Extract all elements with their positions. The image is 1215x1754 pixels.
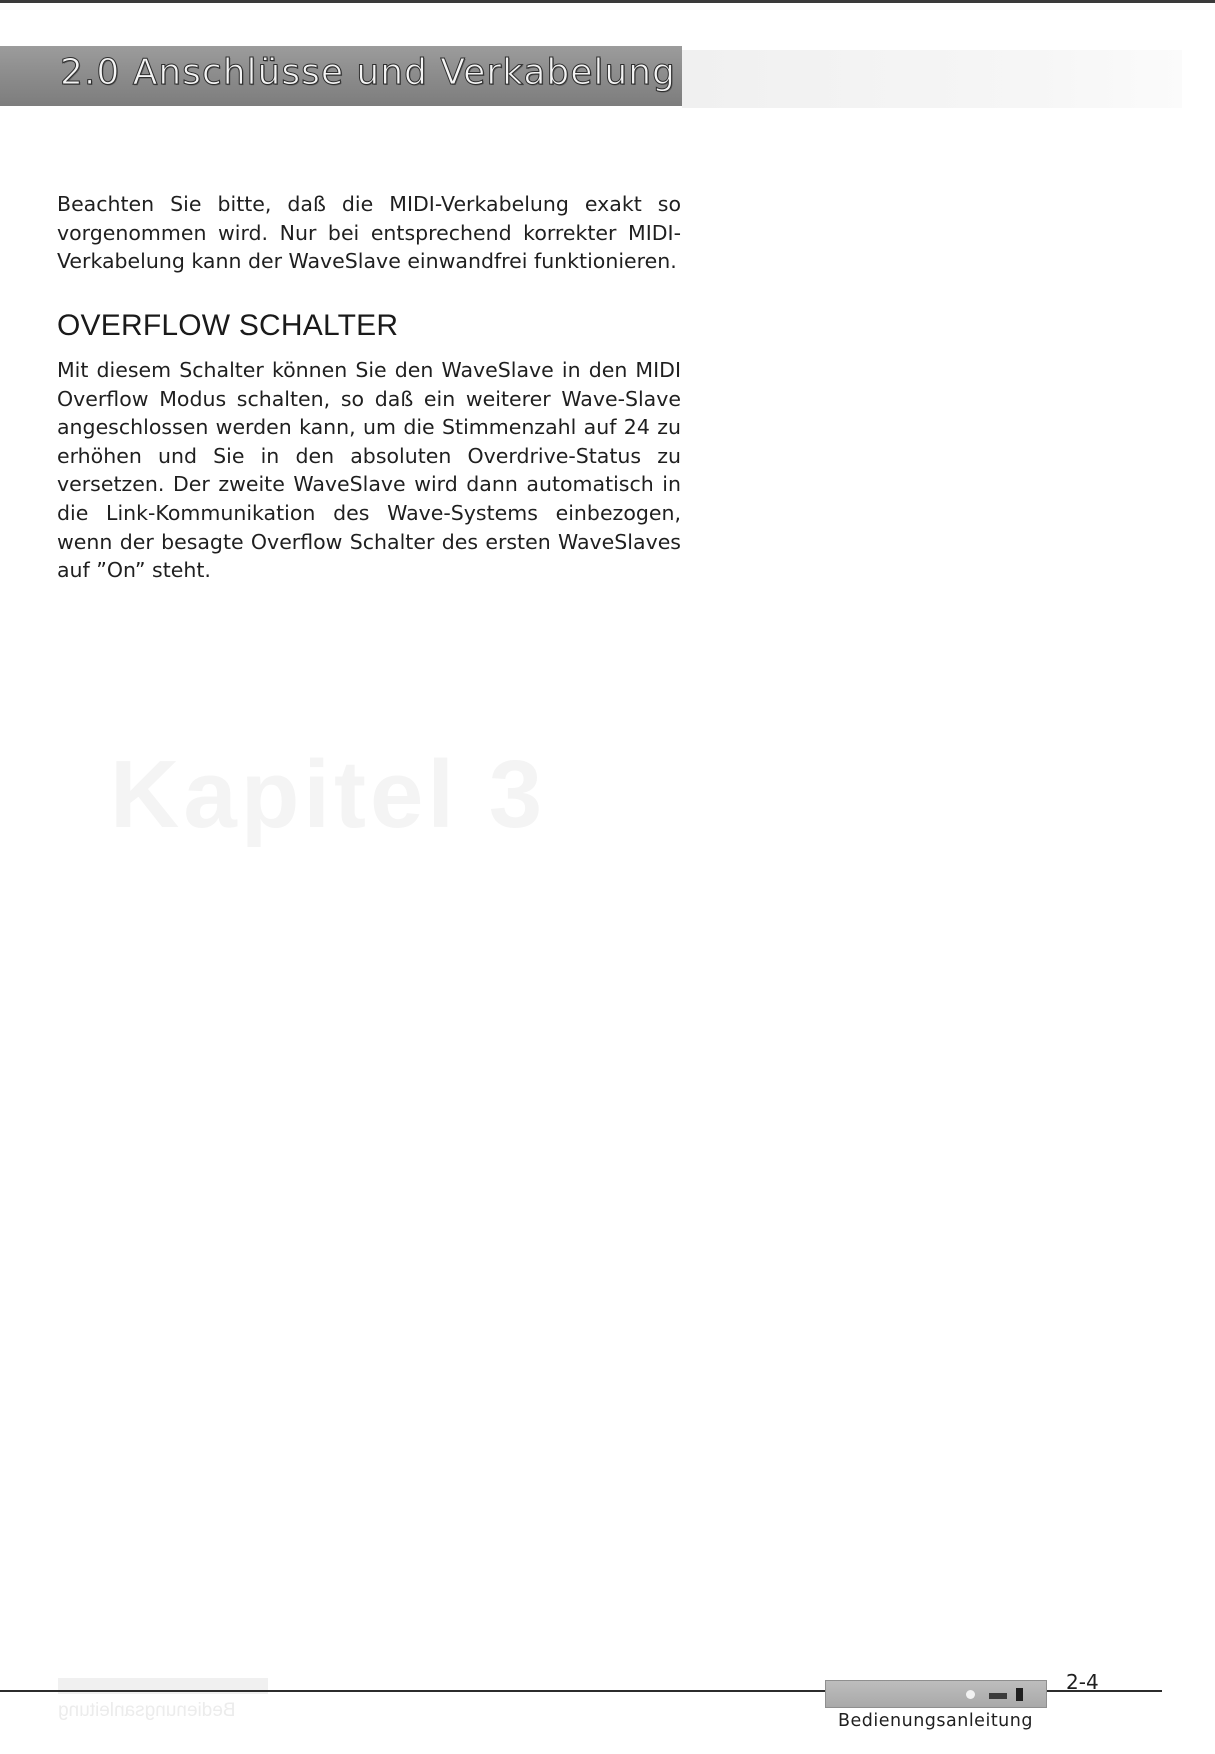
header-shading bbox=[682, 50, 1182, 108]
page-number: 2-4 bbox=[1066, 1670, 1099, 1694]
logo-mark bbox=[989, 1693, 1007, 1699]
top-rule bbox=[0, 0, 1215, 3]
intro-paragraph: Beachten Sie bitte, daß die MIDI-Verkabelung exakt so vorgenommen wird. Nur bei entsprechend korrekter MIDI-Verkabelung kann der WaveSlave einwandfrei funktionieren. bbox=[57, 192, 681, 274]
chapter-title: 2.0 Anschlüsse und Verkabelung bbox=[60, 52, 676, 93]
manual-label: Bedienungsanleitung bbox=[838, 1711, 1033, 1731]
show-through-chapter-title: Kapitel 3 bbox=[110, 741, 547, 848]
logo-block bbox=[1016, 1688, 1023, 1701]
show-through-footer-label: Bedienungsanleitung bbox=[58, 1700, 236, 1721]
footer-logo-box bbox=[825, 1680, 1047, 1708]
logo-dot bbox=[966, 1690, 975, 1699]
overflow-paragraph: Mit diesem Schalter können Sie den WaveSlave in den MIDI Overflow Modus schalten, so daß ein weiterer Wave-Slave angeschlossen werden kann, um die Stimmenzahl auf 24 zu erhöhen und Sie in den absoluten Overdrive-Status zu versetzen. Der zweite WaveSlave wird dann automatisch in die Link-Kommunikation des Wave-Systems einbezogen, wenn der besagte Overflow Schalter des ersten WaveSlaves auf ”On” steht. bbox=[57, 358, 681, 583]
section-heading: OVERFLOW SCHALTER bbox=[57, 309, 399, 342]
